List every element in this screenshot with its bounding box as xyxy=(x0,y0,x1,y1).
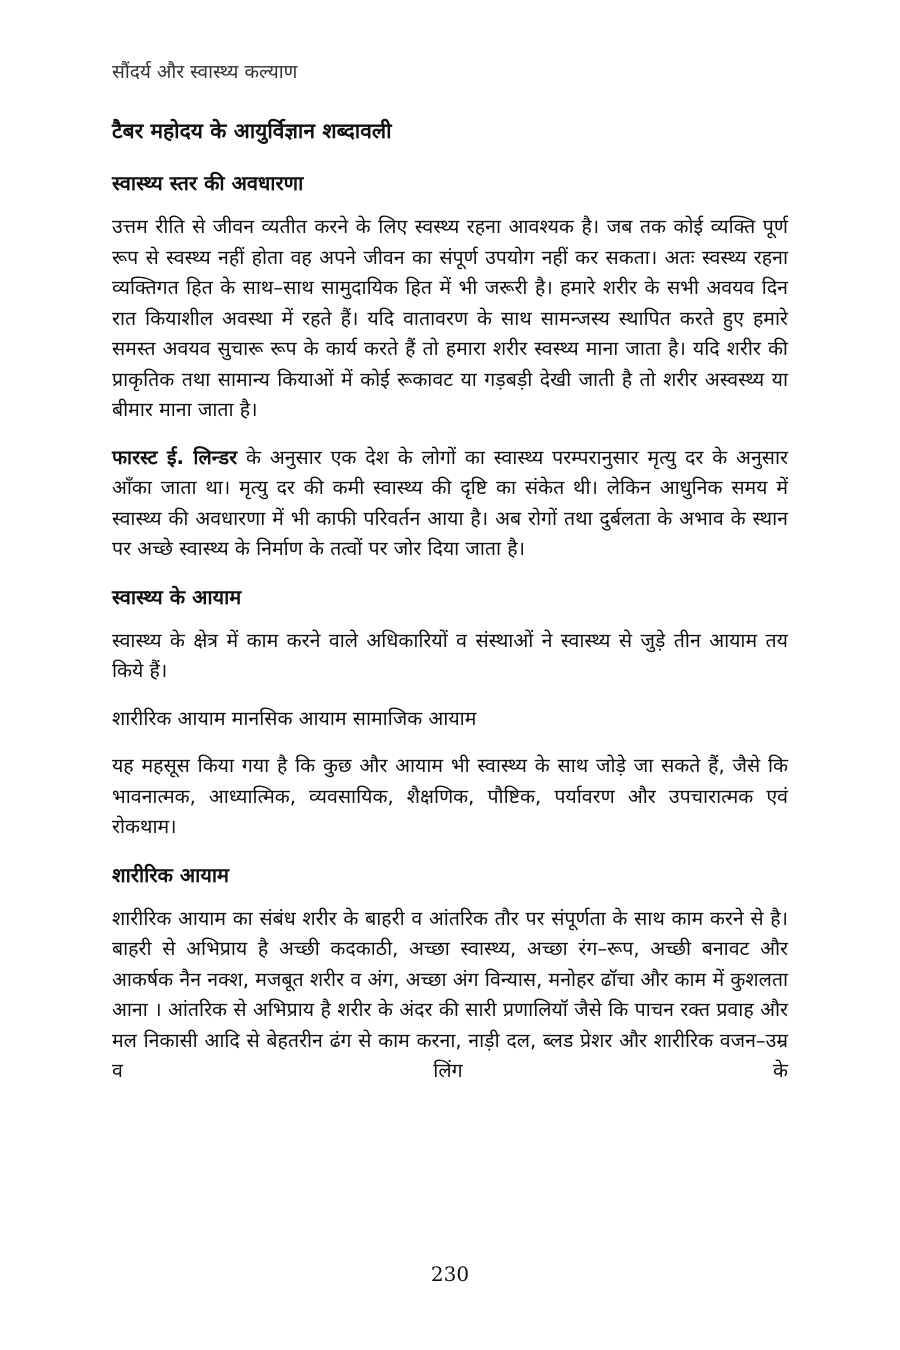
section-heading-concept: स्वास्थ्य स्तर की अवधारणा xyxy=(112,171,304,195)
page-number: 230 xyxy=(430,1262,470,1286)
paragraph-additional-dimensions: यह महसूस किया गया है कि कुछ और आयाम भी स्वास्थ्य के साथ जोड़े जा सकते हैं, जैसे कि भावनात्मक, आध्यात्मिक, व्यवसायिक, शैक्षणिक, पौष्टिक, पर्यावरण और उपचारात्मक एवं रोकथाम। xyxy=(112,754,788,838)
paragraph-dimension-list: शारीरिक आयाम मानसिक आयाम सामाजिक आयाम xyxy=(112,706,477,730)
running-head: सौंदर्य और स्वास्थ्य कल्याण xyxy=(112,61,298,83)
lead-author-name: फारस्ट ई. लिन्डर xyxy=(112,445,238,469)
paragraph-physical-dimension: शारीरिक आयाम का संबंध शरीर के बाहरी व आंतरिक तौर पर संपूर्णता के साथ काम करने से है। बाहरी से अभिप्राय है अच्छी कदकाठी, अच्छा स्वास्थ्य, अच्छा रंग–रूप, अच्छी बनावट और आकर्षक नैन नक्श, मजबूत शरीर व अंग, अच्छा अंग विन्यास, मनोहर ढॉचा और काम में कुशलता आना । आंतरिक से अभिप्राय है शरीर के अंदर की सारी प्रणालियॉ जैसे कि पाचन रक्त प्रवाह और मल निकासी आदि से बेहतरीन ढंग से काम करना, नाड़ी दल, ब्लड प्रेशर और शारीरिक वजन–उम्र व लिंग के xyxy=(112,906,788,1082)
lead-paragraph-text: के अनुसार एक देश के लोगों का स्वास्थ्य परम्परानुसार मृत्यु दर के अनुसार आँका जाता था। मृत्यु दर की कमी स्वास्थ्य की दृष्टि का संकेत थी। लेकिन आधुनिक समय में स्वास्थ्य की अवधारणा में भी काफी परिवर्तन आया है। अब रोगों तथा दुर्बलता के अभाव के स्थान पर अच्छे स्वास्थ्य के निर्माण के तत्वों पर जोर दिया जाता है। xyxy=(112,445,788,560)
section-heading-physical: शारीरिक आयाम xyxy=(112,862,230,887)
main-title: टैबर महोदय के आयुर्विज्ञान शब्दावली xyxy=(112,119,392,143)
paragraph-health-concept: उत्तम रीति से जीवन व्यतीत करने के लिए स्वस्थ्य रहना आवश्यक है। जब तक कोई व्यक्ति पूर्ण रूप से स्वस्थ्य नहीं होता वह अपने जीवन का संपूर्ण उपयोग नहीं कर सकता। अतः स्वस्थ्य रहना व्यक्तिगत हित के साथ–साथ सामुदायिक हित में भी जरूरी है। हमारे शरीर के सभी अवयव दिन रात कियाशील अवस्था में रहते हैं। यदि वातावरण के साथ सामन्जस्य स्थापित करते हुए हमारे समस्त अवयव सुचारू रूप के कार्य करते हैं तो हमारा शरीर स्वस्थ्य माना जाता है। यदि शरीर की प्राकृतिक तथा सामान्य कियाओं में कोई रूकावट या गड़बड़ी देखी जाती है तो शरीर अस्वस्थ्य या बीमार माना जाता है। xyxy=(112,215,788,421)
section-heading-dimensions: स्वास्थ्य के आयाम xyxy=(112,584,242,609)
paragraph-linder xyxy=(112,443,788,565)
book-page xyxy=(112,58,788,1087)
paragraph-dimensions-intro: स्वास्थ्य के क्षेत्र में काम करने वाले अधिकारियों व संस्थाओं ने स्वास्थ्य से जुड़े तीन आयाम तय किये हैं। xyxy=(112,628,788,682)
